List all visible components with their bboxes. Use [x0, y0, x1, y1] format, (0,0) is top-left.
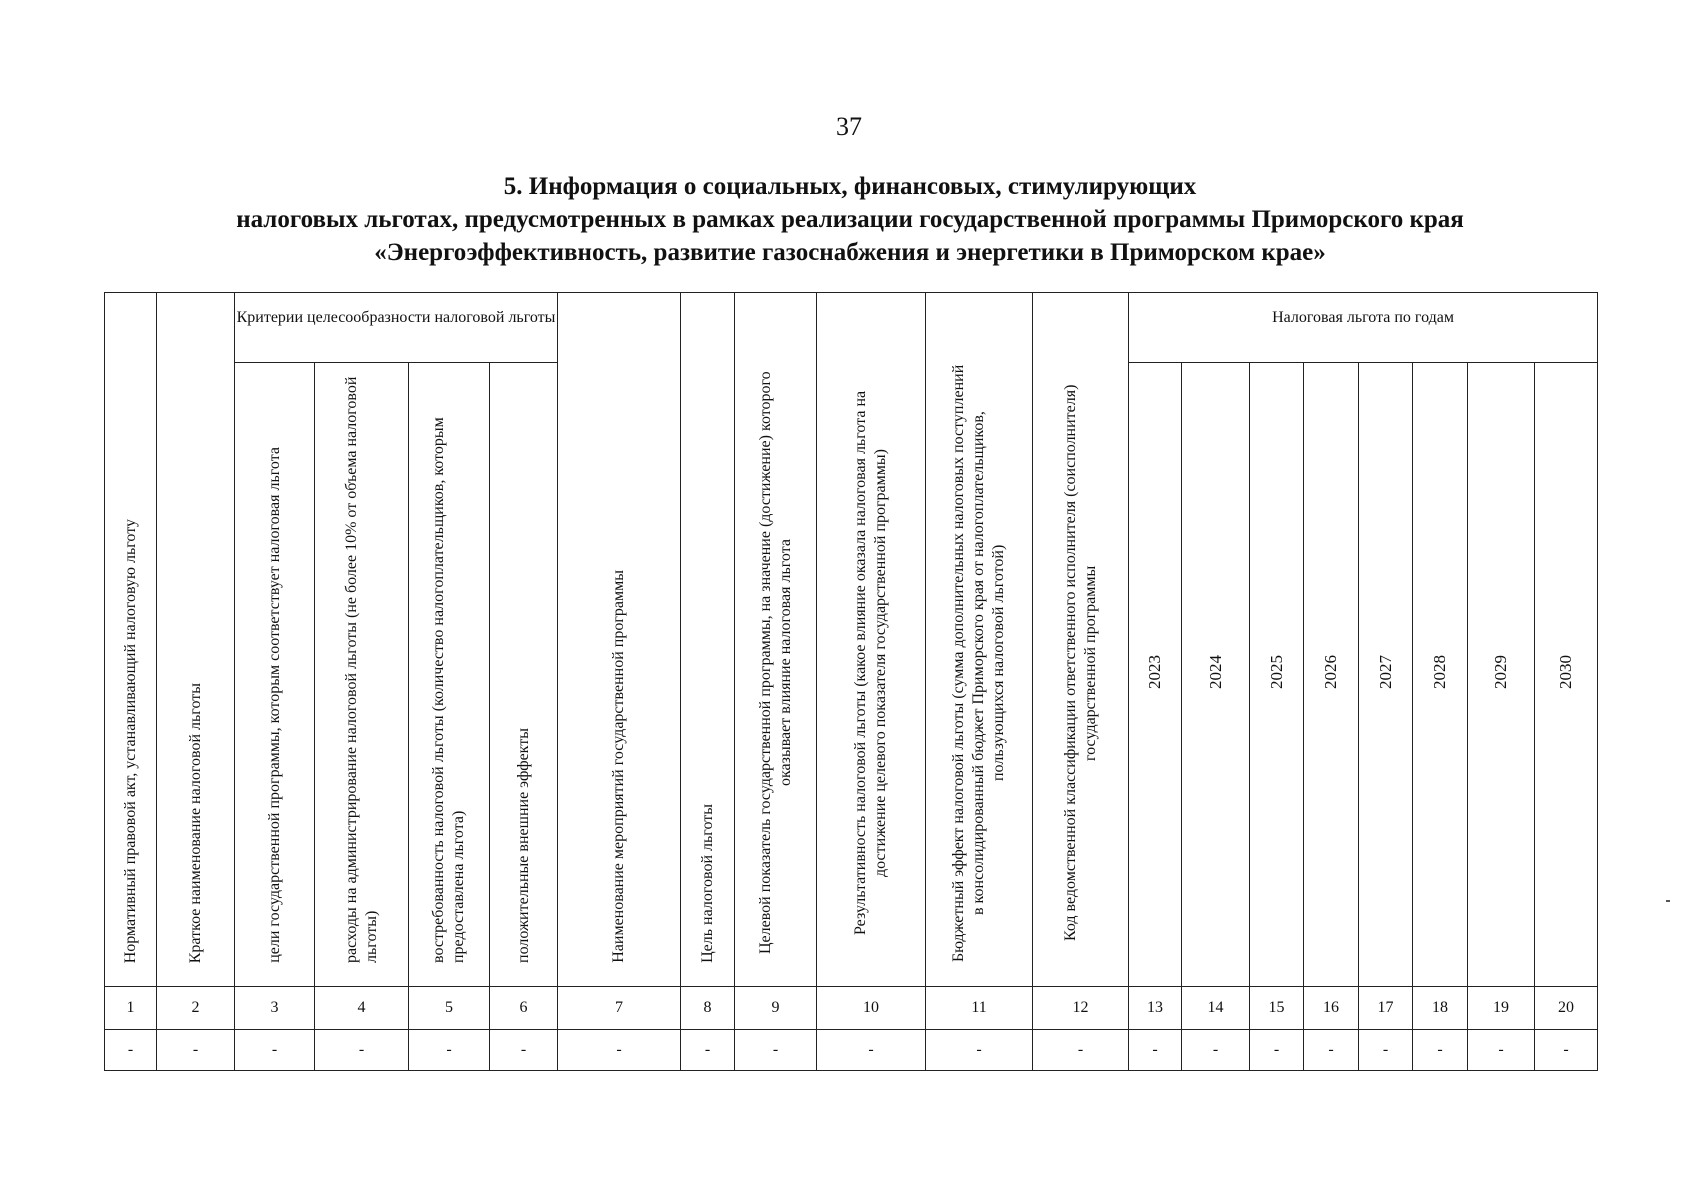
header-year-2: [1182, 363, 1250, 987]
header-department-code: Код ведомственной классификации ответственного исполнителя (соисполнителя) государственной программы: [1061, 384, 1099, 942]
header-years-group: Налоговая льгота по годам: [1129, 293, 1598, 363]
column-number: 16: [1304, 987, 1359, 1030]
page-number: 37: [836, 112, 862, 141]
data-cell: -: [735, 1030, 817, 1071]
column-number: 11: [926, 987, 1033, 1030]
column-number: 20: [1535, 987, 1598, 1030]
column-number: 5: [409, 987, 490, 1030]
header-cell-5: [409, 363, 490, 987]
data-cell: -: [157, 1030, 235, 1071]
header-target-indicator: Целевой показатель государственной программы, на значение (достижение) которого оказывает влияние налоговая льгота: [756, 371, 794, 955]
data-cell: -: [490, 1030, 558, 1071]
year-label: 2030: [1556, 655, 1576, 689]
data-row: [105, 1030, 1598, 1071]
header-effectiveness: Результативность налоговой льготы (какое влияние оказала налоговая льгота на достижение целевого показателя государственной программы): [852, 390, 890, 936]
header-year-6: [1413, 363, 1468, 987]
scan-speck: [1666, 900, 1670, 902]
data-cell: -: [1182, 1030, 1250, 1071]
column-number: 18: [1413, 987, 1468, 1030]
header-year-5: [1359, 363, 1413, 987]
header-cell-3: [235, 363, 315, 987]
column-number: 9: [735, 987, 817, 1030]
column-number: 3: [235, 987, 315, 1030]
column-number: 2: [157, 987, 235, 1030]
year-label: 2025: [1266, 655, 1286, 689]
data-cell: -: [1468, 1030, 1535, 1071]
data-cell: -: [105, 1030, 157, 1071]
data-cell: -: [681, 1030, 735, 1071]
header-year-4: [1304, 363, 1359, 987]
data-cell: -: [1359, 1030, 1413, 1071]
header-cell-10: [817, 293, 926, 987]
tax-benefits-table: [104, 292, 1598, 1071]
header-cell-12: [1033, 293, 1129, 987]
data-cell: -: [235, 1030, 315, 1071]
title-line-3: «Энергоэффективность, развитие газоснабжения и энергетики в Приморском крае»: [374, 239, 1326, 266]
header-benefit-goal: Цель налоговой льготы: [698, 804, 716, 963]
header-cell-8: [681, 293, 735, 987]
header-cell-7: [558, 293, 681, 987]
header-year-8: [1535, 363, 1598, 987]
year-label: 2023: [1145, 655, 1165, 689]
header-cell-1: [105, 293, 157, 987]
column-number-row: [105, 987, 1598, 1030]
header-positive-effects: положительные внешние эффекты: [514, 728, 532, 963]
year-label: 2029: [1491, 655, 1511, 689]
column-number: 13: [1129, 987, 1182, 1030]
data-cell: -: [315, 1030, 409, 1071]
header-cell-11: [926, 293, 1033, 987]
title-line-1: 5. Информация о социальных, финансовых, стимулирующих: [503, 173, 1197, 200]
column-number: 6: [490, 987, 558, 1030]
column-number: 4: [315, 987, 409, 1030]
header-demand: востребованность налоговой льготы (количество налогоплательщиков, которым предоставлена льгота): [430, 417, 467, 963]
data-cell: -: [926, 1030, 1033, 1071]
header-year-3: [1250, 363, 1304, 987]
data-cell: -: [1413, 1030, 1468, 1071]
data-cell: -: [1129, 1030, 1182, 1071]
data-cell: -: [1535, 1030, 1598, 1071]
column-number: 7: [558, 987, 681, 1030]
data-cell: -: [817, 1030, 926, 1071]
header-row-1: [105, 293, 1598, 363]
column-number: 17: [1359, 987, 1413, 1030]
header-cell-6: [490, 363, 558, 987]
column-number: 12: [1033, 987, 1129, 1030]
header-year-7: [1468, 363, 1535, 987]
title-line-2: налоговых льготах, предусмотренных в рамках реализации государственной программы Приморского края: [236, 206, 1464, 233]
header-cell-4: [315, 363, 409, 987]
header-legal-act: Нормативный правовой акт, устанавливающий налоговую льготу: [121, 518, 139, 963]
column-number: 19: [1468, 987, 1535, 1030]
header-admin-costs: расходы на администрирование налоговой льготы (не более 10% от объема налоговой льготы): [342, 376, 380, 963]
data-cell: -: [1304, 1030, 1359, 1071]
column-number: 8: [681, 987, 735, 1030]
header-activities: Наименование мероприятий государственной программы: [610, 570, 628, 963]
header-budget-effect: Бюджетный эффект налоговой льготы (сумма дополнительных налоговых поступлений в консолидированный бюджет Приморского края от налогоплательщиков, пользующихся налоговой льготой): [950, 364, 1008, 962]
header-short-name: Краткое наименование налоговой льготы: [186, 682, 204, 963]
column-number: 15: [1250, 987, 1304, 1030]
header-program-goals: цели государственной программы, которым соответствует налоговая льгота: [265, 447, 283, 963]
column-number: 1: [105, 987, 157, 1030]
data-cell: -: [1250, 1030, 1304, 1071]
header-cell-9: [735, 293, 817, 987]
year-label: 2027: [1375, 655, 1395, 689]
document-title: [100, 170, 1600, 269]
header-year-1: [1129, 363, 1182, 987]
year-label: 2024: [1205, 655, 1225, 689]
data-cell: -: [1033, 1030, 1129, 1071]
data-cell: -: [409, 1030, 490, 1071]
year-label: 2026: [1321, 655, 1341, 689]
header-cell-2: [157, 293, 235, 987]
column-number: 10: [817, 987, 926, 1030]
column-number: 14: [1182, 987, 1250, 1030]
data-cell: -: [558, 1030, 681, 1071]
year-label: 2028: [1430, 655, 1450, 689]
header-criteria-group: Критерии целесообразности налоговой льготы: [235, 293, 558, 363]
